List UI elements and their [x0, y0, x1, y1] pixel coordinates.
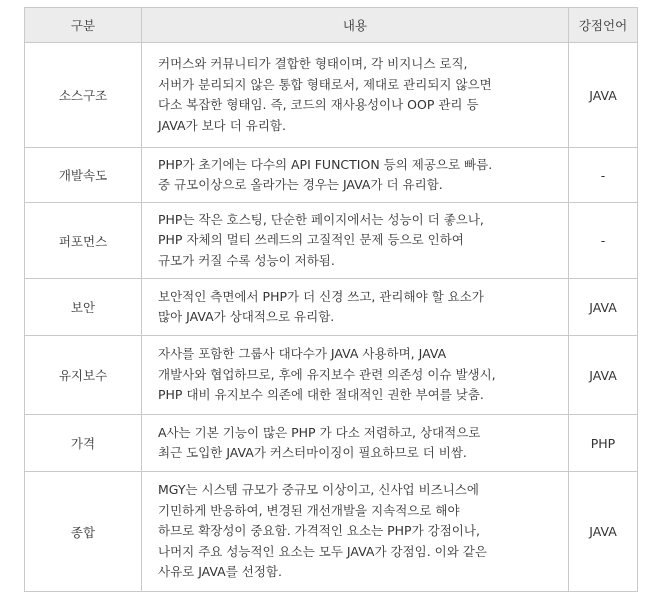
header-category: 구분 [25, 8, 142, 43]
row-category: 가격 [25, 415, 142, 472]
row-content [142, 203, 569, 279]
content-line: 서버가 분리되지 않은 통합 형태로서, 제대로 관리되지 않으면 [158, 76, 492, 92]
row-strength: JAVA [569, 43, 638, 148]
table-row [25, 279, 638, 336]
content-line: 보안적인 측면에서 PHP가 더 신경 쓰고, 관리해야 할 요소가 [158, 288, 484, 304]
row-content [142, 43, 569, 148]
header-strength-language: 강점언어 [569, 8, 638, 43]
content-line: 규모가 커질 수록 성능이 저하됨. [158, 252, 335, 268]
row-category: 종합 [25, 472, 142, 592]
content-line: 개발사와 협업하므로, 후에 유지보수 관련 의존성 이슈 발생시, [158, 366, 496, 382]
row-content [142, 415, 569, 472]
row-category: 퍼포먼스 [25, 203, 142, 279]
content-line: 최근 도입한 JAVA가 커스터마이징이 필요하므로 더 비쌈. [158, 445, 467, 460]
table-row [25, 415, 638, 472]
table-row [25, 472, 638, 592]
header-row [25, 8, 638, 43]
row-strength: PHP [569, 415, 638, 472]
content-line: 중 규모이상으로 올라가는 경우는 JAVA가 더 유리함. [158, 177, 443, 192]
row-content [142, 336, 569, 415]
table-row [25, 203, 638, 279]
row-strength: JAVA [569, 472, 638, 592]
content-line: PHP 대비 유지보수 의존에 대한 절대적인 권한 부여를 낮춤. [158, 387, 484, 403]
content-line: JAVA가 보다 더 유리함. [158, 117, 286, 133]
table-row [25, 336, 638, 415]
header-content: 내용 [142, 8, 569, 43]
row-category: 개발속도 [25, 148, 142, 203]
comparison-table [24, 7, 638, 592]
content-line: 자사를 포함한 그룹사 대다수가 JAVA 사용하며, JAVA [158, 346, 447, 362]
row-content [142, 279, 569, 336]
content-line: PHP 자체의 멀티 쓰레드의 고질적인 문제 등으로 인하여 [158, 232, 464, 248]
table-row [25, 148, 638, 203]
table-row [25, 43, 638, 148]
content-line: MGY는 시스템 규모가 중규모 이상이고, 신사업 비즈니스에 [158, 482, 479, 498]
content-line: 나머지 주요 성능적인 요소는 모두 JAVA가 강점임. 이와 같은 [158, 543, 487, 559]
content-line: 하므로 확장성이 중요함. 가격적인 요소는 PHP가 강점이나, [158, 523, 480, 539]
content-line: 사유로 JAVA를 선정함. [158, 564, 282, 580]
content-line: 다소 복잡한 형태임. 즉, 코드의 재사용성이나 OOP 관리 등 [158, 97, 479, 112]
content-line: A사는 기본 기능이 많은 PHP 가 다소 저렴하고, 상대적으로 [158, 424, 481, 440]
row-strength: - [569, 203, 638, 279]
content-line: 많아 JAVA가 상대적으로 유리함. [158, 309, 335, 324]
row-category: 유지보수 [25, 336, 142, 415]
row-strength: JAVA [569, 279, 638, 336]
row-content [142, 472, 569, 592]
row-category: 소스구조 [25, 43, 142, 148]
content-line: PHP가 초기에는 다수의 API FUNCTION 등의 제공으로 빠름. [158, 156, 493, 172]
row-content [142, 148, 569, 203]
row-category: 보안 [25, 279, 142, 336]
content-line: 커머스와 커뮤니티가 결합한 형태이며, 각 비지니스 로직, [158, 56, 468, 71]
content-line: 기민하게 반응하여, 변경된 개선개발을 지속적으로 해야 [158, 502, 460, 518]
content-line: PHP는 작은 호스팅, 단순한 페이지에서는 성능이 더 좋으나, [158, 211, 484, 227]
row-strength: - [569, 148, 638, 203]
row-strength: JAVA [569, 336, 638, 415]
